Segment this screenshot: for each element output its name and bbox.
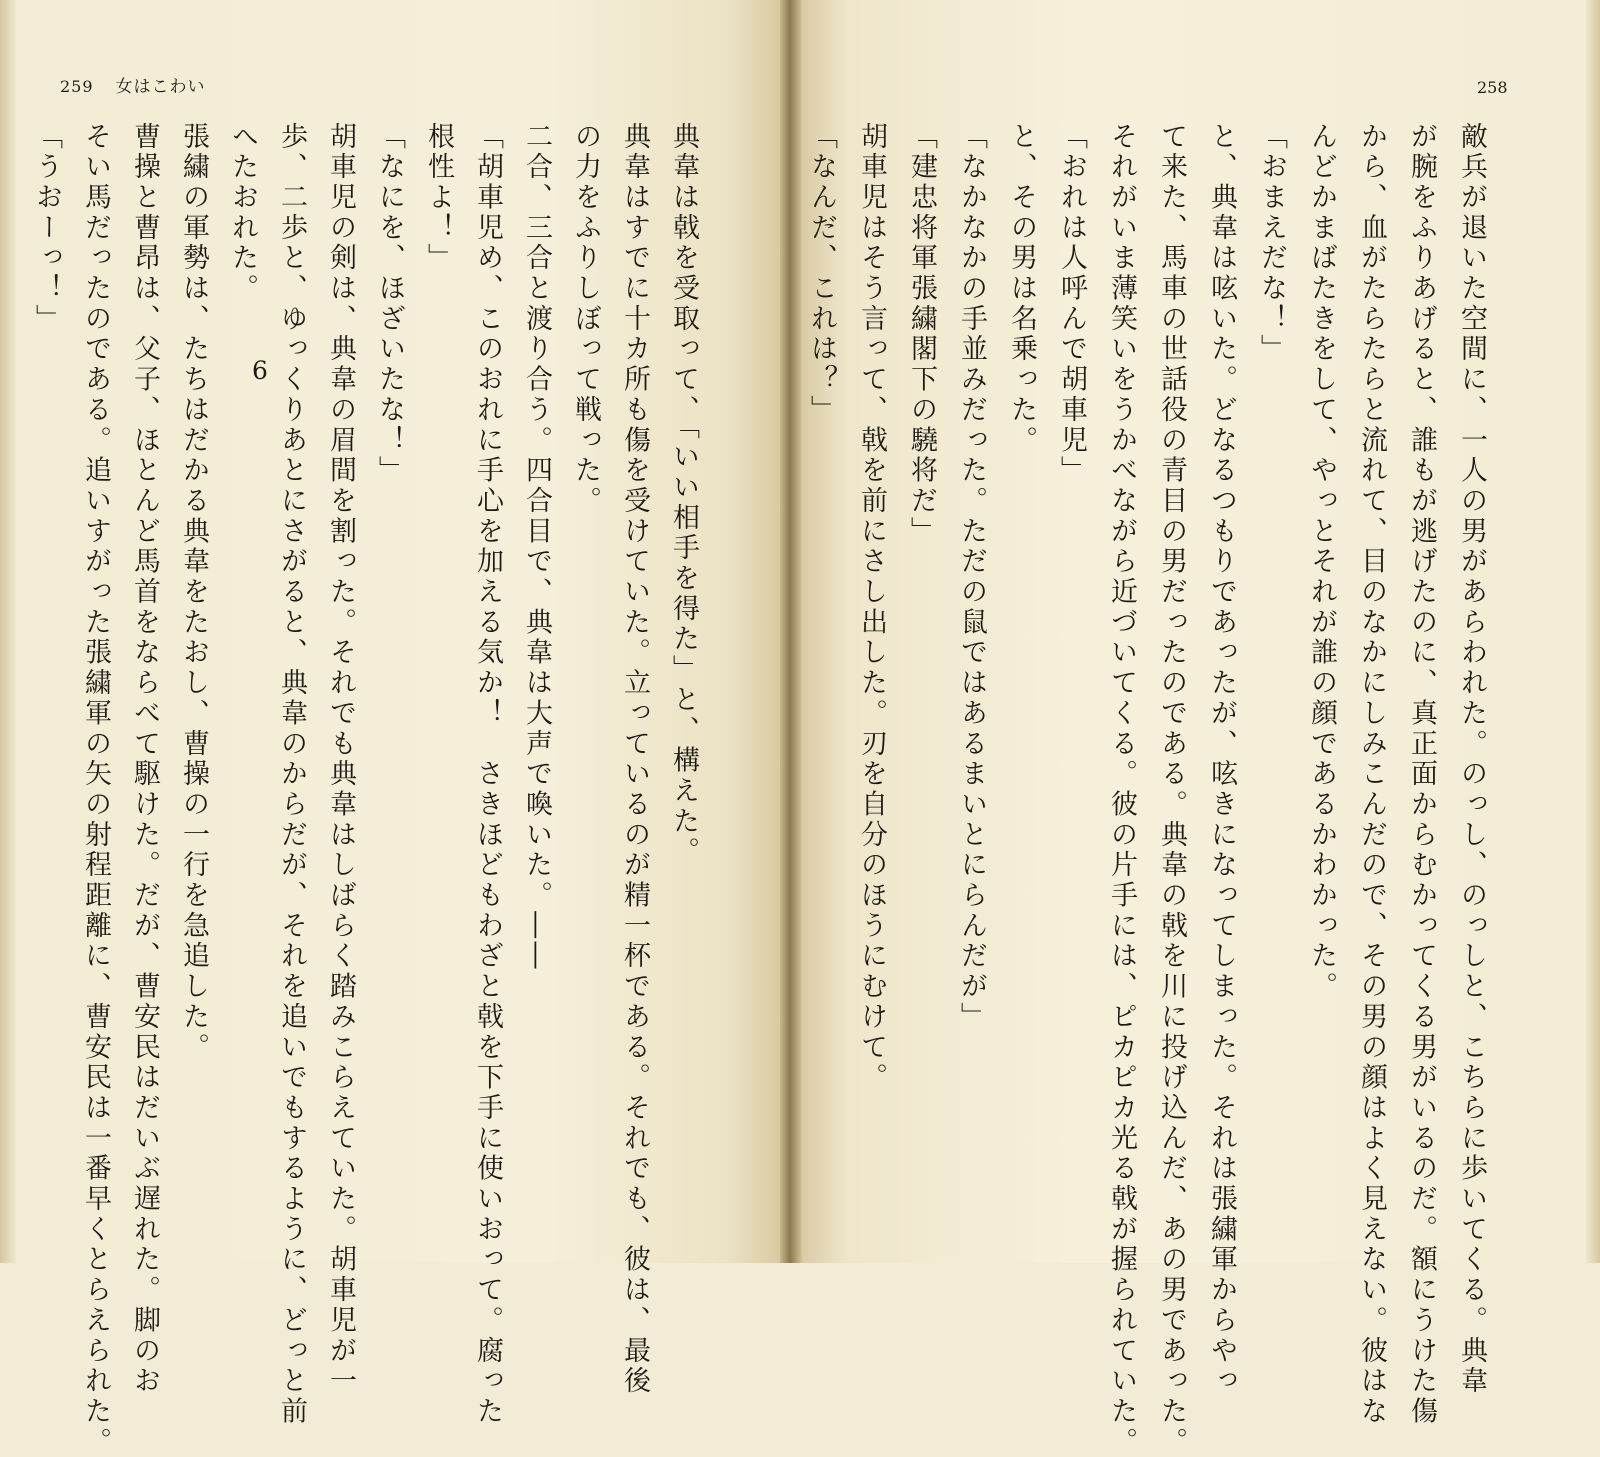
text-column: それがいま薄笑いをうかべながら近づいてくる。彼の片手には、ピカピカ光る戟が握られていた。 [1106,122,1137,1457]
text-column: 曹操と曹昂は、父子、ほとんど馬首をならべて駆けた。だが、曹安民はだいぶ遅れた。脚のお [129,122,160,1397]
text-column: 根性よ！」 [423,122,454,274]
text-column: と、典韋は呟いた。どなるつもりであったが、呟きになってしまった。それは張繍軍からやっ [1206,122,1237,1397]
text-column: 張繍の軍勢は、たちはだかる典韋をたおし、曹操の一行を急追した。 [178,122,209,1063]
text-column: 胡車児はそう言って、戟を前にさし出した。刃を自分のほうにむけて。 [856,122,887,1094]
text-column: て来た、馬車の世話役の青目の男だったのである。典韋の戟を川に投げ込んだ、あの男であった。 [1156,122,1187,1457]
running-title: 女はこわい [115,77,206,97]
left-page-number: 259 [60,77,94,96]
text-column: 典韋は戟を受取って、「いい相手を得た」と、構えた。 [668,122,699,868]
text-column: 胡車児の剣は、典韋の眉間を割った。それでも典韋はしばらく踏みこらえていた。胡車児が一 [325,122,356,1397]
text-column: 歩、二歩と、ゆっくりあとにさがると、典韋のからだが、それを追いでもするように、どっと前 [276,122,307,1428]
text-column: 敵兵が退いた空間に、一人の男があらわれた。のっし、のっしと、こちらに歩いてくる。典韋 [1456,122,1487,1397]
text-column: から、血がたらたらと流れて、目のなかにしみこんだので、その男の顔はよく見えない。彼はな [1356,122,1387,1428]
page-edge-left [0,0,16,1263]
right-page-number: 258 [1477,78,1508,97]
text-column: 「胡車児め、このおれに手心を加える気か！ さきほどもわざと戟を下手に使いおって。腐った [472,122,503,1428]
text-column: 「建忠将軍張繍閣下の驍将だ」 [906,122,937,547]
text-column: 「おまえだな！」 [1256,122,1287,365]
text-column: 「なにを、ほざいたな！」 [374,122,405,487]
text-column: 「なんだ、これは？」 [806,122,837,426]
section-number: 6 [252,356,268,385]
left-page-header [60,72,206,97]
text-column: んどかまばたきをして、やっとそれが誰の顔であるかわかった。 [1306,122,1337,1003]
text-column: 「おれは人呼んで胡車児」 [1056,122,1087,487]
text-column: 典韋はすでに十カ所も傷を受けていた。立っているのが精一杯である。それでも、彼は、最後 [619,122,650,1397]
text-column: が腕をふりあげると、誰もが逃げたのに、真正面からむかってくる男がいるのだ。額にうけた傷 [1406,122,1437,1428]
page-edge-right [1586,0,1600,1263]
text-column: 二合、三合と渡り合う。四合目で、典韋は大声で喚いた。―― [521,122,552,972]
text-column: へたおれた。 [227,122,258,305]
book-gutter [780,0,802,1263]
text-column: そい馬だったのである。追いすがった張繍軍の矢の射程距離に、曹安民は一番早くとらえられた。 [80,122,111,1457]
text-column: 「うおーっ！」 [31,122,62,335]
text-column: 「なかなかの手並みだった。ただの鼠ではあるまいとにらんだが」 [956,122,987,1033]
text-column: の力をふりしぼって戦った。 [570,122,601,517]
text-column: と、その男は名乗った。 [1006,122,1037,456]
